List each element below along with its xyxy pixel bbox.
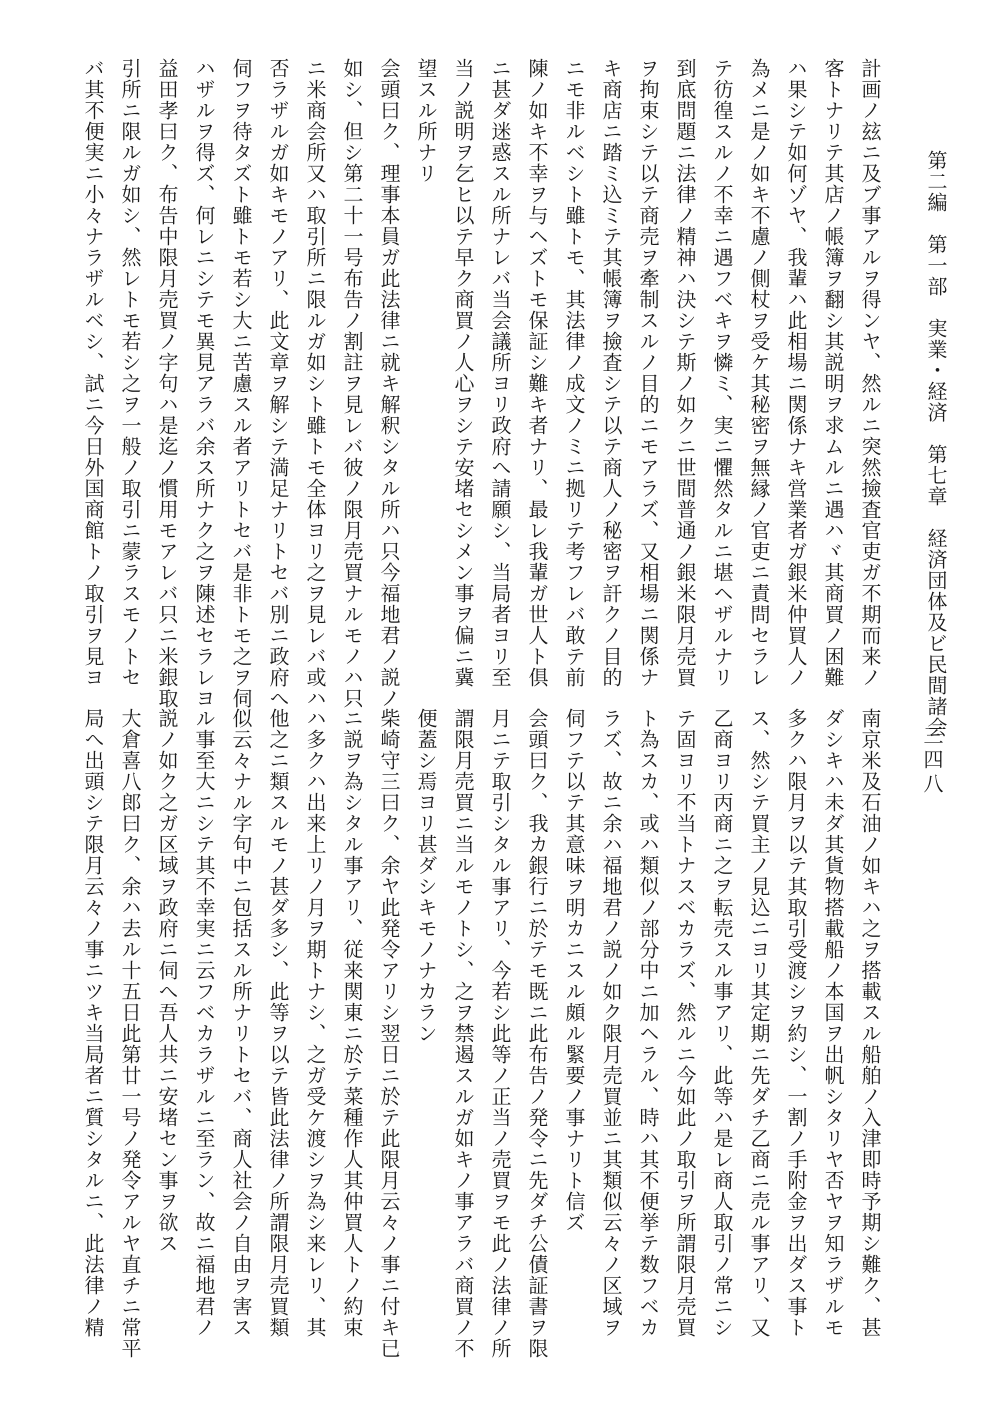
text-line: 柴崎守三曰ク、余ヤ此発令アリシ翌日ニ於テ此限月云々ノ事ニ付キ已 — [377, 708, 401, 1359]
text-line: バ其不便実ニ小々ナラザルベシ、試ニ今日外国商館トノ取引ヲ見ヨ — [81, 58, 105, 688]
text-line: 説ノ如ク之ガ区域ヲ政府ニ伺へ吾人共ニ安堵セン事ヲ欲ス — [155, 708, 179, 1254]
text-line: 益田孝曰ク、布告中限月売買ノ字句ハ是迄ノ慣用モアレバ只ニ米銀取 — [155, 58, 179, 709]
text-line: ニ米商会所又ハ取引所ニ限ルガ如シト雖トモ全体ヨリ之ヲ見レバ或ハ — [303, 58, 327, 709]
text-line: 伺フヲ待タズト雖トモ若シ大ニ苦慮スル者アリトセバ是非トモ之ヲ伺 — [229, 58, 253, 709]
text-line: ラズ、故ニ余ハ福地君ノ説ノ如ク限月売買並ニ其類似云々ノ区域ヲ — [599, 708, 623, 1338]
text-line: ニモ非ルベシト雖トモ、其法律ノ成文ノミニ拠リテ考フレバ敢テ前 — [562, 58, 586, 688]
text-line: ハ果シテ如何ゾヤ、我輩ハ此相場ニ関係ナキ営業者ガ銀米仲買人ノ — [784, 58, 808, 688]
text-line: テ固ヨリ不当トナスベカラズ、然ルニ今如此ノ取引ヲ所謂限月売買 — [673, 708, 697, 1338]
text-line: 当ノ説明ヲ乞ヒ以テ早ク商買ノ人心ヲシテ安堵セシメン事ヲ偏ニ冀 — [451, 58, 475, 688]
upper-text-block — [79, 58, 883, 709]
text-line: 他之ニ類スルモノ甚ダ多シ、此等ヲ以テ皆此法律ノ所謂限月売買類 — [266, 708, 290, 1338]
text-line: 似云々ナル字句中ニ包括スル所ナリトセバ、商人社会ノ自由ヲ害ス — [229, 708, 253, 1338]
text-line: 便蓋シ焉ヨリ甚ダシキモノナカラン — [414, 708, 438, 1044]
text-line: ダシキハ未ダ其貨物搭載船ノ本国ヲ出帆シタリヤ否ヤヲ知ラザルモ — [821, 708, 845, 1338]
text-line: ニ甚ダ迷惑スル所ナレバ当会議所ヨリ政府へ請願シ、当局者ヨリ至 — [488, 58, 512, 688]
text-line: ハザルヲ得ズ、何レニシテモ異見アラバ余ス所ナク之ヲ陳述セラレヨ — [192, 58, 216, 709]
text-line: 会頭曰ク、理事本員ガ此法律ニ就キ解釈シタル所ハ只今福地君ノ説ノ — [377, 58, 401, 709]
text-line: 伺フテ以テ其意味ヲ明カニスル頗ル緊要ノ事ナリト信ズ — [562, 708, 586, 1233]
text-line: 望スル所ナリ — [414, 58, 438, 184]
text-line: 為メニ是ノ如キ不慮ノ側杖ヲ受ケ其秘密ヲ無縁ノ官吏ニ責問セラレ — [747, 58, 771, 688]
text-line: 計画ノ玆ニ及ブ事アルヲ得ンヤ、然ルニ突然撿査官吏ガ不期而来ノ — [858, 58, 882, 688]
page-number: 三四八 — [920, 725, 944, 797]
text-line: 乙商ヨリ丙商ニ之ヲ転売スル事アリ、此等ハ是レ商人取引ノ常ニシ — [710, 708, 734, 1338]
text-line: 謂限月売買ニ当ルモノトシ、之ヲ禁遏スルガ如キノ事アラバ商買ノ不 — [451, 708, 475, 1359]
text-line: ル事至大ニシテ其不幸実ニ云フベカラザルニ至ラン、故ニ福地君ノ — [192, 708, 216, 1338]
lower-text-block — [79, 708, 883, 1358]
text-line: 大倉喜八郎曰ク、余ハ去ル十五日此第廿一号ノ発令アルヤ直チニ常平 — [118, 708, 142, 1359]
text-line: ハ多クハ出来上リノ月ヲ期トナシ、之ガ受ケ渡シヲ為シ来レリ、其 — [303, 708, 327, 1338]
text-line: 如シ、但シ第二十一号布告ノ割註ヲ見レバ彼ノ限月売買ナルモノハ只 — [340, 58, 364, 709]
text-line: 否ラザルガ如キモノアリ、此文章ヲ解シテ満足ナリトセバ別ニ政府へ — [266, 58, 290, 709]
text-line: 引所ニ限ルガ如シ、然レトモ若シ之ヲ一般ノ取引ニ蒙ラスモノトセ — [118, 58, 142, 688]
text-line: ヲ拘束シテ以テ商売ヲ牽制スルノ目的ニモアラズ、又相場ニ関係ナ — [636, 58, 660, 688]
text-line: 陳ノ如キ不幸ヲ与ヘズトモ保証シ難キ者ナリ、最レ我輩ガ世人ト俱 — [525, 58, 549, 688]
text-line: 月ニテ取引シタル事アリ、今若シ此等ノ正当ノ売買ヲモ此ノ法律ノ所 — [488, 708, 512, 1359]
text-line: 会頭曰ク、我カ銀行ニ於テモ既ニ此布告ノ発令ニ先ダチ公債証書ヲ限 — [525, 708, 549, 1359]
text-line: ス、然シテ買主ノ見込ニヨリ其定期ニ先ダチ乙商ニ売ル事アリ、又 — [747, 708, 771, 1338]
text-line: 到底問題ニ法律ノ精神ハ決シテ斯ノ如クニ世間普通ノ銀米限月売買 — [673, 58, 697, 688]
text-line: 客トナリテ其店ノ帳簿ヲ翻シ其説明ヲ求ムルニ遇ハヾ其商買ノ困難 — [821, 58, 845, 688]
text-line: 南京米及石油ノ如キハ之ヲ搭載スル船舶ノ入津即時予期シ難ク、甚 — [858, 708, 882, 1338]
text-line: 局へ出頭シテ限月云々ノ事ニツキ当局者ニ質シタルニ、此法律ノ精 — [81, 708, 105, 1338]
text-line: ニ説ヲ為シタル事アリ、従来関東ニ於テ菜種作人其仲買人トノ約束 — [340, 708, 364, 1338]
text-line: 多クハ限月ヲ以テ其取引受渡シヲ約シ、一割ノ手附金ヲ出ダス事ト — [784, 708, 808, 1338]
running-header: 第二編 第一部 実業・経済 第七章 経済団体及ビ民間諸会 — [924, 150, 948, 738]
text-line: ト為スカ、或ハ類似ノ部分中ニ加ヘラル、時ハ其不便挙テ数フベカ — [636, 708, 660, 1338]
text-line: テ彷徨スルノ不幸ニ遇フベキヲ憐ミ、実ニ懼然タルニ堪ヘザルナリ — [710, 58, 734, 688]
text-line: キ商店ニ踏ミ込ミテ其帳簿ヲ撿査シテ以テ商人ノ秘密ヲ訐クノ目的 — [599, 58, 623, 688]
